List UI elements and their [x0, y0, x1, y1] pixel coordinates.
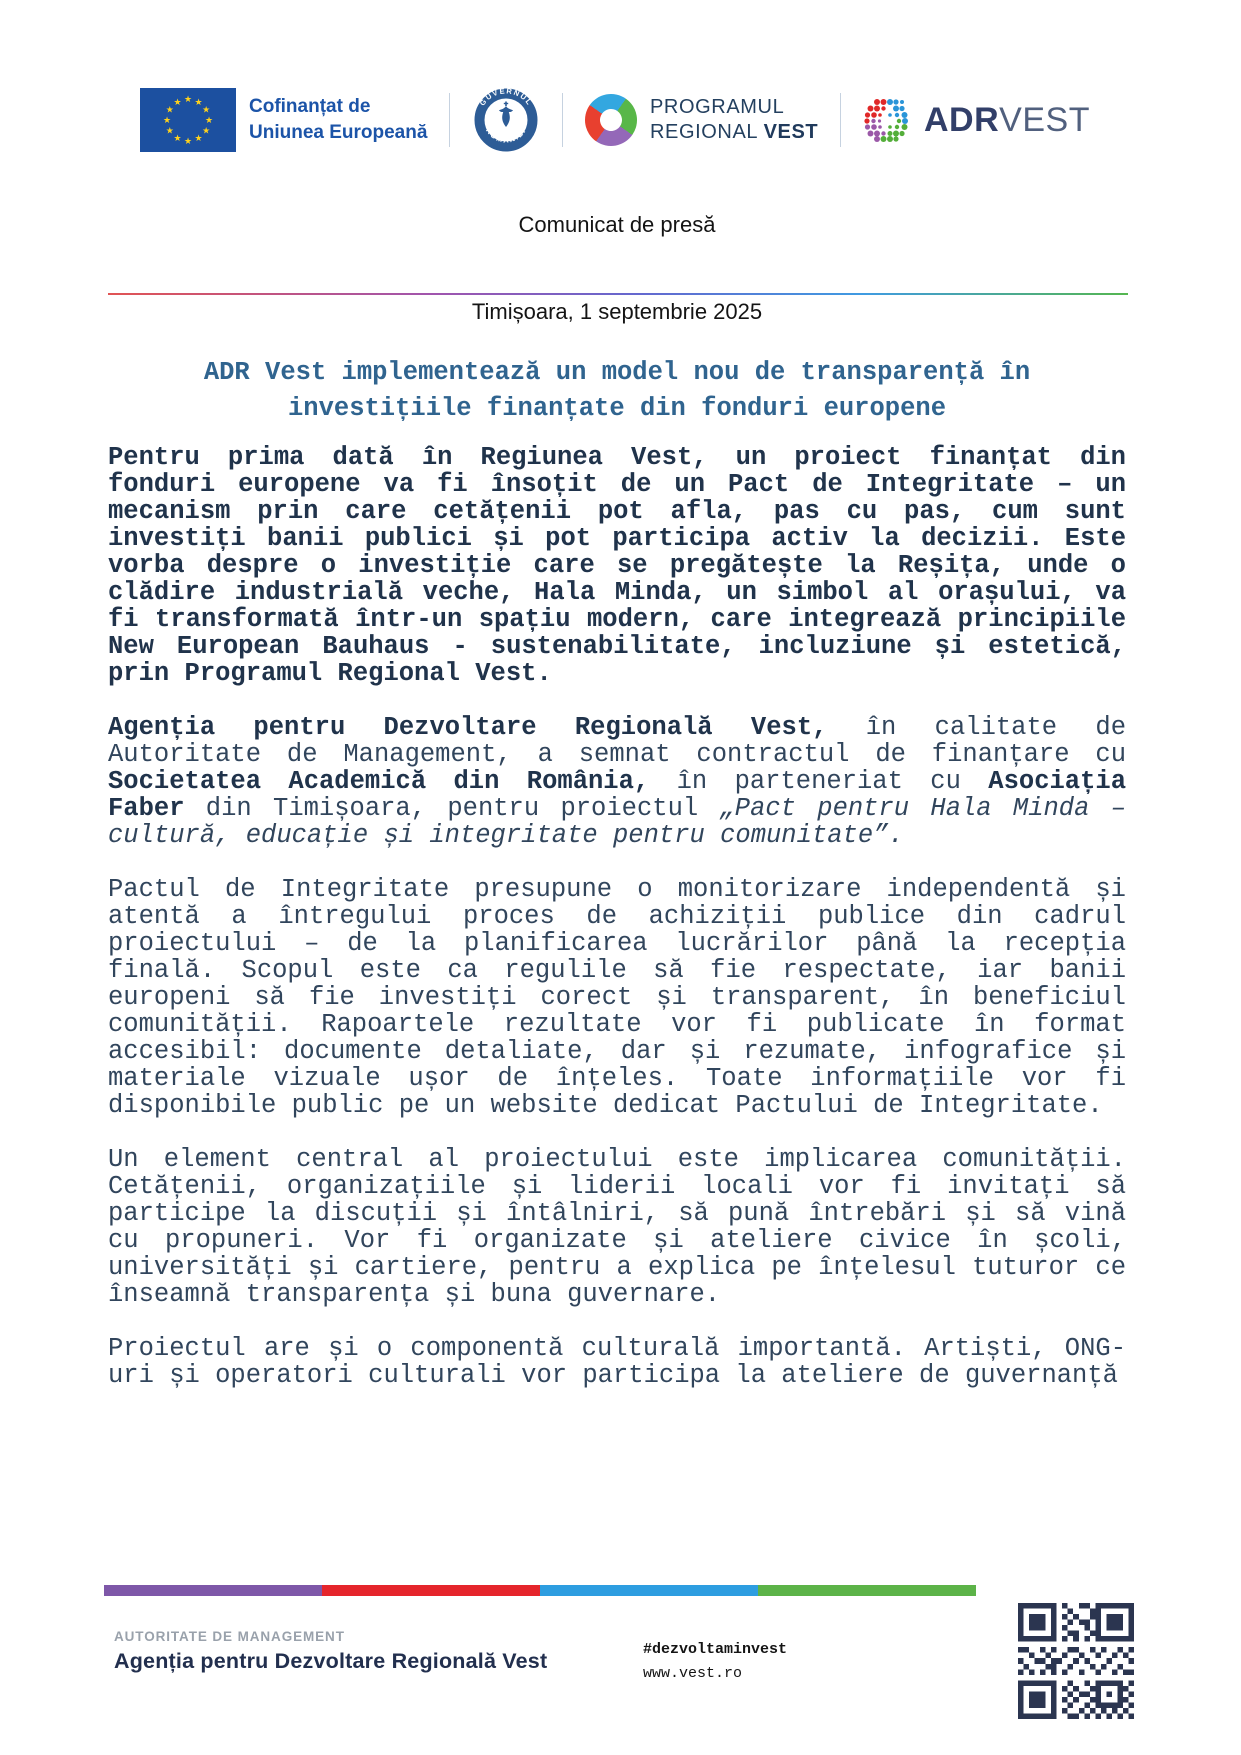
headline-line1: ADR Vest implementează un model nou de transparență în — [203, 358, 1031, 387]
footer-bar-green — [758, 1585, 976, 1596]
agency-name: Agenția pentru Dezvoltare Regională Vest — [114, 1649, 548, 1673]
qr-code — [1018, 1603, 1134, 1719]
svg-text:★: ★ — [204, 115, 214, 125]
header-divider — [840, 93, 841, 147]
gradient-rule — [108, 293, 1128, 295]
adr-vest-dots-icon — [863, 97, 909, 144]
eu-logo-text — [249, 94, 427, 146]
adr-logo-text: ADRVEST — [923, 100, 1090, 139]
svg-text:★: ★ — [183, 136, 193, 146]
am-label: AUTORITATE DE MANAGEMENT — [114, 1629, 345, 1644]
hashtag: #dezvoltaminvest — [643, 1641, 788, 1658]
footer-bar-red — [322, 1585, 540, 1596]
headline-line2: investițiile finanțate din fonduri europene — [287, 394, 946, 423]
paragraph-3: Pactul de Integritate presupune o monitorizare independentă și atentă a întregului proces de achiziții publice din cadrul proiectului – de la planificarea lucrărilor până la recepția finală. Scopul este ca regulile să fie respectate, iar banii europeni să fie investiți corect și transparent, în beneficiul comunității. Rapoartele rezultate vor fi publicate în format accesibil: documente detaliate, dar și rezumate, infografice și materiale vizuale ușor de înțeles. Toate informațiile vor fi disponibile public pe un website dedicat Pactului de Integritate. — [108, 875, 1126, 1120]
footer-bar-blue — [540, 1585, 758, 1596]
prv-logo-line1: PROGRAMUL — [649, 96, 785, 118]
svg-text:★: ★ — [165, 104, 174, 115]
footer-authority-block — [114, 1629, 547, 1674]
svg-text:★: ★ — [194, 133, 203, 144]
paragraph-5: Proiectul are și o componentă culturală importantă. Artiști, ONG-uri și operatori culturali vor participa la ateliere de guvernanță — [108, 1334, 1126, 1390]
paragraph-4: Un element central al proiectului este implicarea comunității. Cetățenii, organizațiile și liderii locali vor fi invitați să participe la discuții și întâlniri, să pună întrebări și să vină cu propuneri. Vor fi organizate și ateliere civice în școli, universități și cartiere, pentru a explica pe înțelesul tuturor ce înseamnă transparența și buna guvernare. — [108, 1145, 1126, 1309]
header-divider — [449, 93, 450, 147]
eu-logo-line2: Uniunea Europeană — [249, 122, 428, 143]
footer-bar-purple — [104, 1585, 322, 1596]
adr-vest-logo — [863, 97, 1090, 144]
programul-regional-vest-logo — [585, 94, 818, 146]
footer-links-block — [643, 1641, 787, 1682]
svg-text:★: ★ — [194, 96, 203, 107]
prv-logo-text — [650, 95, 818, 145]
gov-seal-bottom-text: ROMÂNIEI — [484, 126, 529, 145]
prv-logo-line2: REGIONAL VEST — [649, 121, 819, 143]
svg-text:★: ★ — [173, 96, 182, 107]
svg-text:★: ★ — [202, 125, 211, 136]
paragraph-2: Agenția pentru Dezvoltare Regională Vest, în calitate de Autoritate de Management, a semnat contractul de finanțare cu Societatea Academică din România, în parteneriat cu Asociația Faber din Timișoara, pentru proiectul „Pact pentru Hala Minda – cultură, educație și integritate pentru comunitate”. — [108, 713, 1127, 850]
eu-flag-icon — [140, 88, 236, 152]
programul-regional-vest-icon — [581, 90, 641, 150]
article-body — [108, 444, 1126, 1416]
svg-text:★: ★ — [165, 125, 174, 136]
svg-text:★: ★ — [173, 133, 182, 144]
document-type-title: Comunicat de presă — [518, 212, 716, 237]
svg-text:★: ★ — [183, 94, 193, 104]
website: www.vest.ro — [643, 1665, 743, 1682]
eu-logo-line1: Cofinanțat de — [249, 96, 371, 117]
header-divider — [562, 93, 563, 147]
paragraph-1: Pentru prima dată în Regiunea Vest, un proiect finanțat din fonduri europene va fi însoțit de un Pact de Integritate – un mecanism prin care cetățenii pot afla, pas cu pas, cum sunt investiți banii publici și pot participa activ la decizii. Este vorba despre o investiție care se pregătește la Reșița, unde o clădire industrială veche, Hala Minda, un simbol al orașului, va fi transformată într-un spațiu modern, care integrează principiile New European Bauhaus - sustenabilitate, incluziune și estetică, prin Programul Regional Vest. — [108, 443, 1126, 688]
dateline: Timișoara, 1 septembrie 2025 — [471, 299, 763, 324]
logo-header — [140, 84, 1090, 156]
svg-text:★: ★ — [202, 104, 211, 115]
gov-romania-seal-icon — [472, 86, 540, 154]
footer-color-bar — [104, 1585, 976, 1596]
svg-text:★: ★ — [162, 115, 172, 125]
headline — [108, 355, 1126, 427]
gov-seal-top-text: GUVERNUL — [477, 86, 535, 108]
eu-cofunding-logo — [140, 88, 427, 152]
